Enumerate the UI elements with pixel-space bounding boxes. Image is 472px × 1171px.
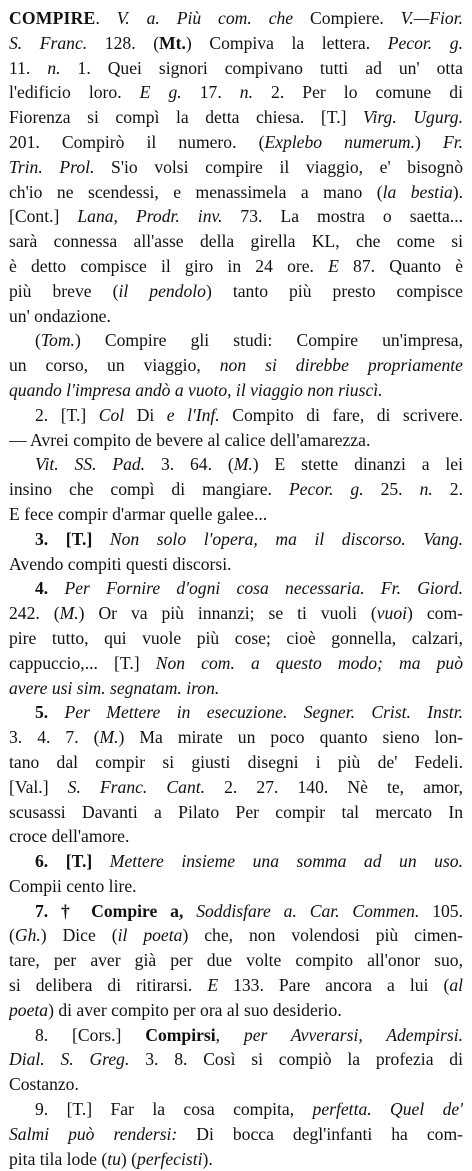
text-segment: Fiorenza si compì la detta chiesa. [T.] [9,107,364,128]
text-segment: n. [47,57,61,78]
text-segment: E [328,255,339,276]
text-line [9,725,463,750]
text-segment: ( [35,330,41,351]
text-line [9,56,463,81]
text-line [9,874,463,899]
text-segment: Costanzo. [9,1074,79,1095]
text-segment: ) che, non volendosi più cimen- [182,925,463,946]
text-segment: Mt. [159,32,186,53]
text-line [9,452,463,477]
text-line [9,502,463,527]
text-segment: Compirsi [145,1024,216,1045]
text-segment: non si direbbe propriamente [219,355,463,376]
entry-headword: COMPIRE [9,8,96,28]
text-line [9,973,463,998]
text-segment: Soddisfare a. Car. Commen. [196,900,420,921]
text-line [9,204,463,229]
text-line [9,700,463,725]
text-line [9,923,463,948]
text-segment: Vit. SS. Pad. [35,454,146,475]
text-segment: scusassi Davanti a Pilato Per compir tal mercato In [9,801,463,822]
text-segment: , [215,1024,244,1045]
text-segment: Di [124,404,167,425]
text-segment: 5. [35,702,65,723]
text-line [9,31,463,56]
text-line [9,1097,463,1122]
text-segment: 242. ( [9,603,60,624]
text-segment: ) Compiva la lettera. [185,32,388,53]
text-line [9,626,463,651]
text-segment: n. [419,479,433,500]
text-segment: Compito di fare, di scrivere. [219,404,463,425]
text-line [9,527,463,552]
text-segment: 8. [Cors.] [35,1024,146,1045]
text-segment: al [449,975,463,996]
text-segment: ) Dice ( [40,925,118,946]
text-segment: Lana, Prodr. inv. [77,206,223,227]
text-segment: Salmi può rendersi: [9,1123,178,1144]
text-segment: ch'io ne scendessi, e menassimela a mano ( [9,181,383,202]
text-segment: Dial. S. Greg. [9,1049,130,1070]
text-line [9,254,463,279]
text-segment: Non com. a questo modo; ma può [155,652,463,673]
text-line [9,428,463,453]
text-line [9,6,463,31]
text-line [9,552,463,577]
text-segment: insino che compì di mangiare. [9,479,289,500]
text-line [9,304,463,329]
text-segment: 11. [9,57,48,78]
text-line [9,824,463,849]
text-segment: ) Ma mirate un poco quanto sieno lon- [118,727,463,748]
text-segment: ) com- [407,603,463,624]
text-segment: 133. Pare ancora a lui ( [218,975,450,996]
text-line [9,403,463,428]
text-segment: 2. [432,479,463,500]
text-line [9,576,463,601]
text-segment: un corso, un viaggio, [9,355,220,376]
text-segment: tare, per aver già per due volte compito all'onor suo, [9,950,463,971]
text-segment: Compiere. [293,8,401,28]
text-segment: 4. [35,578,65,599]
text-segment: Virg. Ugurg. [363,107,463,128]
text-segment: cappuccio,... [T.] [9,652,156,673]
text-segment: 17. [181,82,240,103]
text-segment: [Val.] [9,776,68,797]
text-line [9,105,463,130]
text-segment: 105. [419,900,463,921]
text-line [9,775,463,800]
text-segment: si delibera di ritirarsi. [9,975,208,996]
text-line [9,378,463,403]
text-segment: ) Or va più innanzi; se ti vuoli ( [78,603,377,624]
text-line [9,279,463,304]
text-segment: 73. La mostra o saetta... [222,206,463,227]
text-line [9,130,463,155]
text-segment: la bestia [382,181,453,202]
text-line [9,849,463,874]
text-segment: 3. [T.] [35,528,110,549]
text-line [9,328,463,353]
text-segment: S. Franc. [9,32,88,53]
text-line [9,1072,463,1097]
text-line [9,1047,463,1072]
text-segment: Pecor. g. [387,32,463,53]
text-line [9,1023,463,1048]
text-segment: 201. Compirò il numero. ( [9,131,265,152]
text-segment: il poeta [117,925,183,946]
text-segment: S'io volsi compire il viaggio, e' bisognò [94,156,463,177]
text-segment: Explebo numerum. [264,131,416,152]
text-line [9,998,463,1023]
text-line [9,80,463,105]
text-segment: 25. [363,479,420,500]
text-line [9,948,463,973]
text-segment: l'edificio loro. [9,82,140,103]
text-segment: 2. [T.] [35,404,99,425]
text-segment: tano dal compir si giusti disegni i più de' Fedeli. [9,751,463,772]
text-segment: Tom. [40,330,75,351]
text-segment: e l'Inf. [166,404,220,425]
text-segment: M. [59,603,79,624]
text-segment: pita tila lode ( [9,1148,108,1169]
text-segment: M. [233,454,253,475]
text-segment: avere usi sim. segnatam. iron. [9,677,220,698]
text-segment: ) E stette dinanzi a lei [252,454,463,475]
text-segment: 3. 64. ( [145,454,234,475]
text-segment: Fr. [442,131,463,152]
text-line [9,353,463,378]
text-segment: 9. [T.] Far la cosa compita, [35,1099,313,1120]
text-segment: 3. 4. 7. ( [9,727,100,748]
text-segment: V. a. Più com. che [116,8,294,28]
text-segment: Di bocca degl'infanti ha com- [177,1123,463,1144]
text-segment: E [207,975,219,996]
text-segment: ( [9,925,15,946]
text-segment: — Avrei compito de bevere al calice dell'amarezza. [9,429,371,450]
dictionary-entry-compire [9,6,463,1171]
text-line [9,651,463,676]
text-segment: Per Fornire d'ogni cosa necessaria. Fr. Giord. [64,578,463,599]
text-line [9,601,463,626]
text-segment: tu [107,1148,121,1169]
text-segment: poeta [9,999,49,1020]
text-segment: Pecor. g. [288,479,364,500]
text-segment: E g. [139,82,182,103]
text-segment: ) di aver compito per ora al suo desiderio. [48,999,342,1020]
text-segment: ) [415,131,443,152]
text-line [9,899,463,924]
text-segment: quando l'impresa andò a vuoto, il viaggio non riuscì. [9,379,383,400]
text-segment: ) ( [120,1148,138,1169]
text-segment: V.—Fior. [400,8,463,28]
text-segment: Col [98,404,125,425]
text-segment: [Cont.] [9,206,78,227]
text-segment: 87. Quanto è [338,255,463,276]
text-segment: Per Mettere in esecuzione. Segner. Crist. Instr. [64,702,463,723]
text-segment: Mettere insieme una somma ad un uso. [109,851,463,872]
text-segment: Gh. [14,925,41,946]
text-segment: ). [452,181,463,202]
text-line [9,750,463,775]
text-segment: vuoi [376,603,408,624]
text-segment: è detto compisce il giro in 24 ore. [9,255,329,276]
text-segment: sarà connessa all'asse della girella KL, che come si [9,231,463,252]
text-segment: E fece compir d'armar quelle galee... [9,503,268,524]
text-line [9,800,463,825]
text-line [9,229,463,254]
text-segment: Compii cento lire. [9,875,137,896]
text-segment: ). [202,1148,213,1169]
text-segment: il pendolo [118,280,206,301]
text-segment: ) tanto più presto compisce [205,280,463,301]
text-segment: pire tutto, qui vuole più cose; cioè gonnella, calzari, [9,627,463,648]
text-segment: più breve ( [9,280,119,301]
text-segment: 1. Quei signori compivano tutti ad un' otta [60,57,463,78]
text-segment: 7. † Compire a, [35,900,197,921]
text-line [9,180,463,205]
text-segment: Non solo l'opera, ma il discorso. Vang. [109,528,463,549]
text-line [9,676,463,701]
text-line [9,1147,463,1171]
text-segment: ) Compire gli studi: Compire un'impresa, [74,330,463,351]
text-segment: M. [99,727,119,748]
text-segment: per Avverarsi, Adempirsi. [243,1024,463,1045]
text-segment: n. [239,82,253,103]
text-line [9,155,463,180]
text-segment: croce dell'amore. [9,826,130,847]
text-segment: perfetta. Quel de' [312,1099,463,1120]
text-segment: 2. 27. 140. Nè te, amor, [205,776,463,797]
text-segment: . [95,8,117,28]
text-line [9,1122,463,1147]
text-segment: S. Franc. Cant. [67,776,206,797]
text-segment: 3. 8. Così si compiò la profezia di [129,1049,463,1070]
text-segment: Avendo compiti questi discorsi. [9,553,232,574]
text-line [9,477,463,502]
text-segment: perfecisti [137,1148,203,1169]
text-segment: 128. ( [87,32,160,53]
text-segment: 2. Per lo comune di [252,82,463,103]
text-segment: 6. [T.] [35,851,110,872]
text-segment: un' ondazione. [9,305,111,326]
text-segment: Trin. Prol. [9,156,95,177]
